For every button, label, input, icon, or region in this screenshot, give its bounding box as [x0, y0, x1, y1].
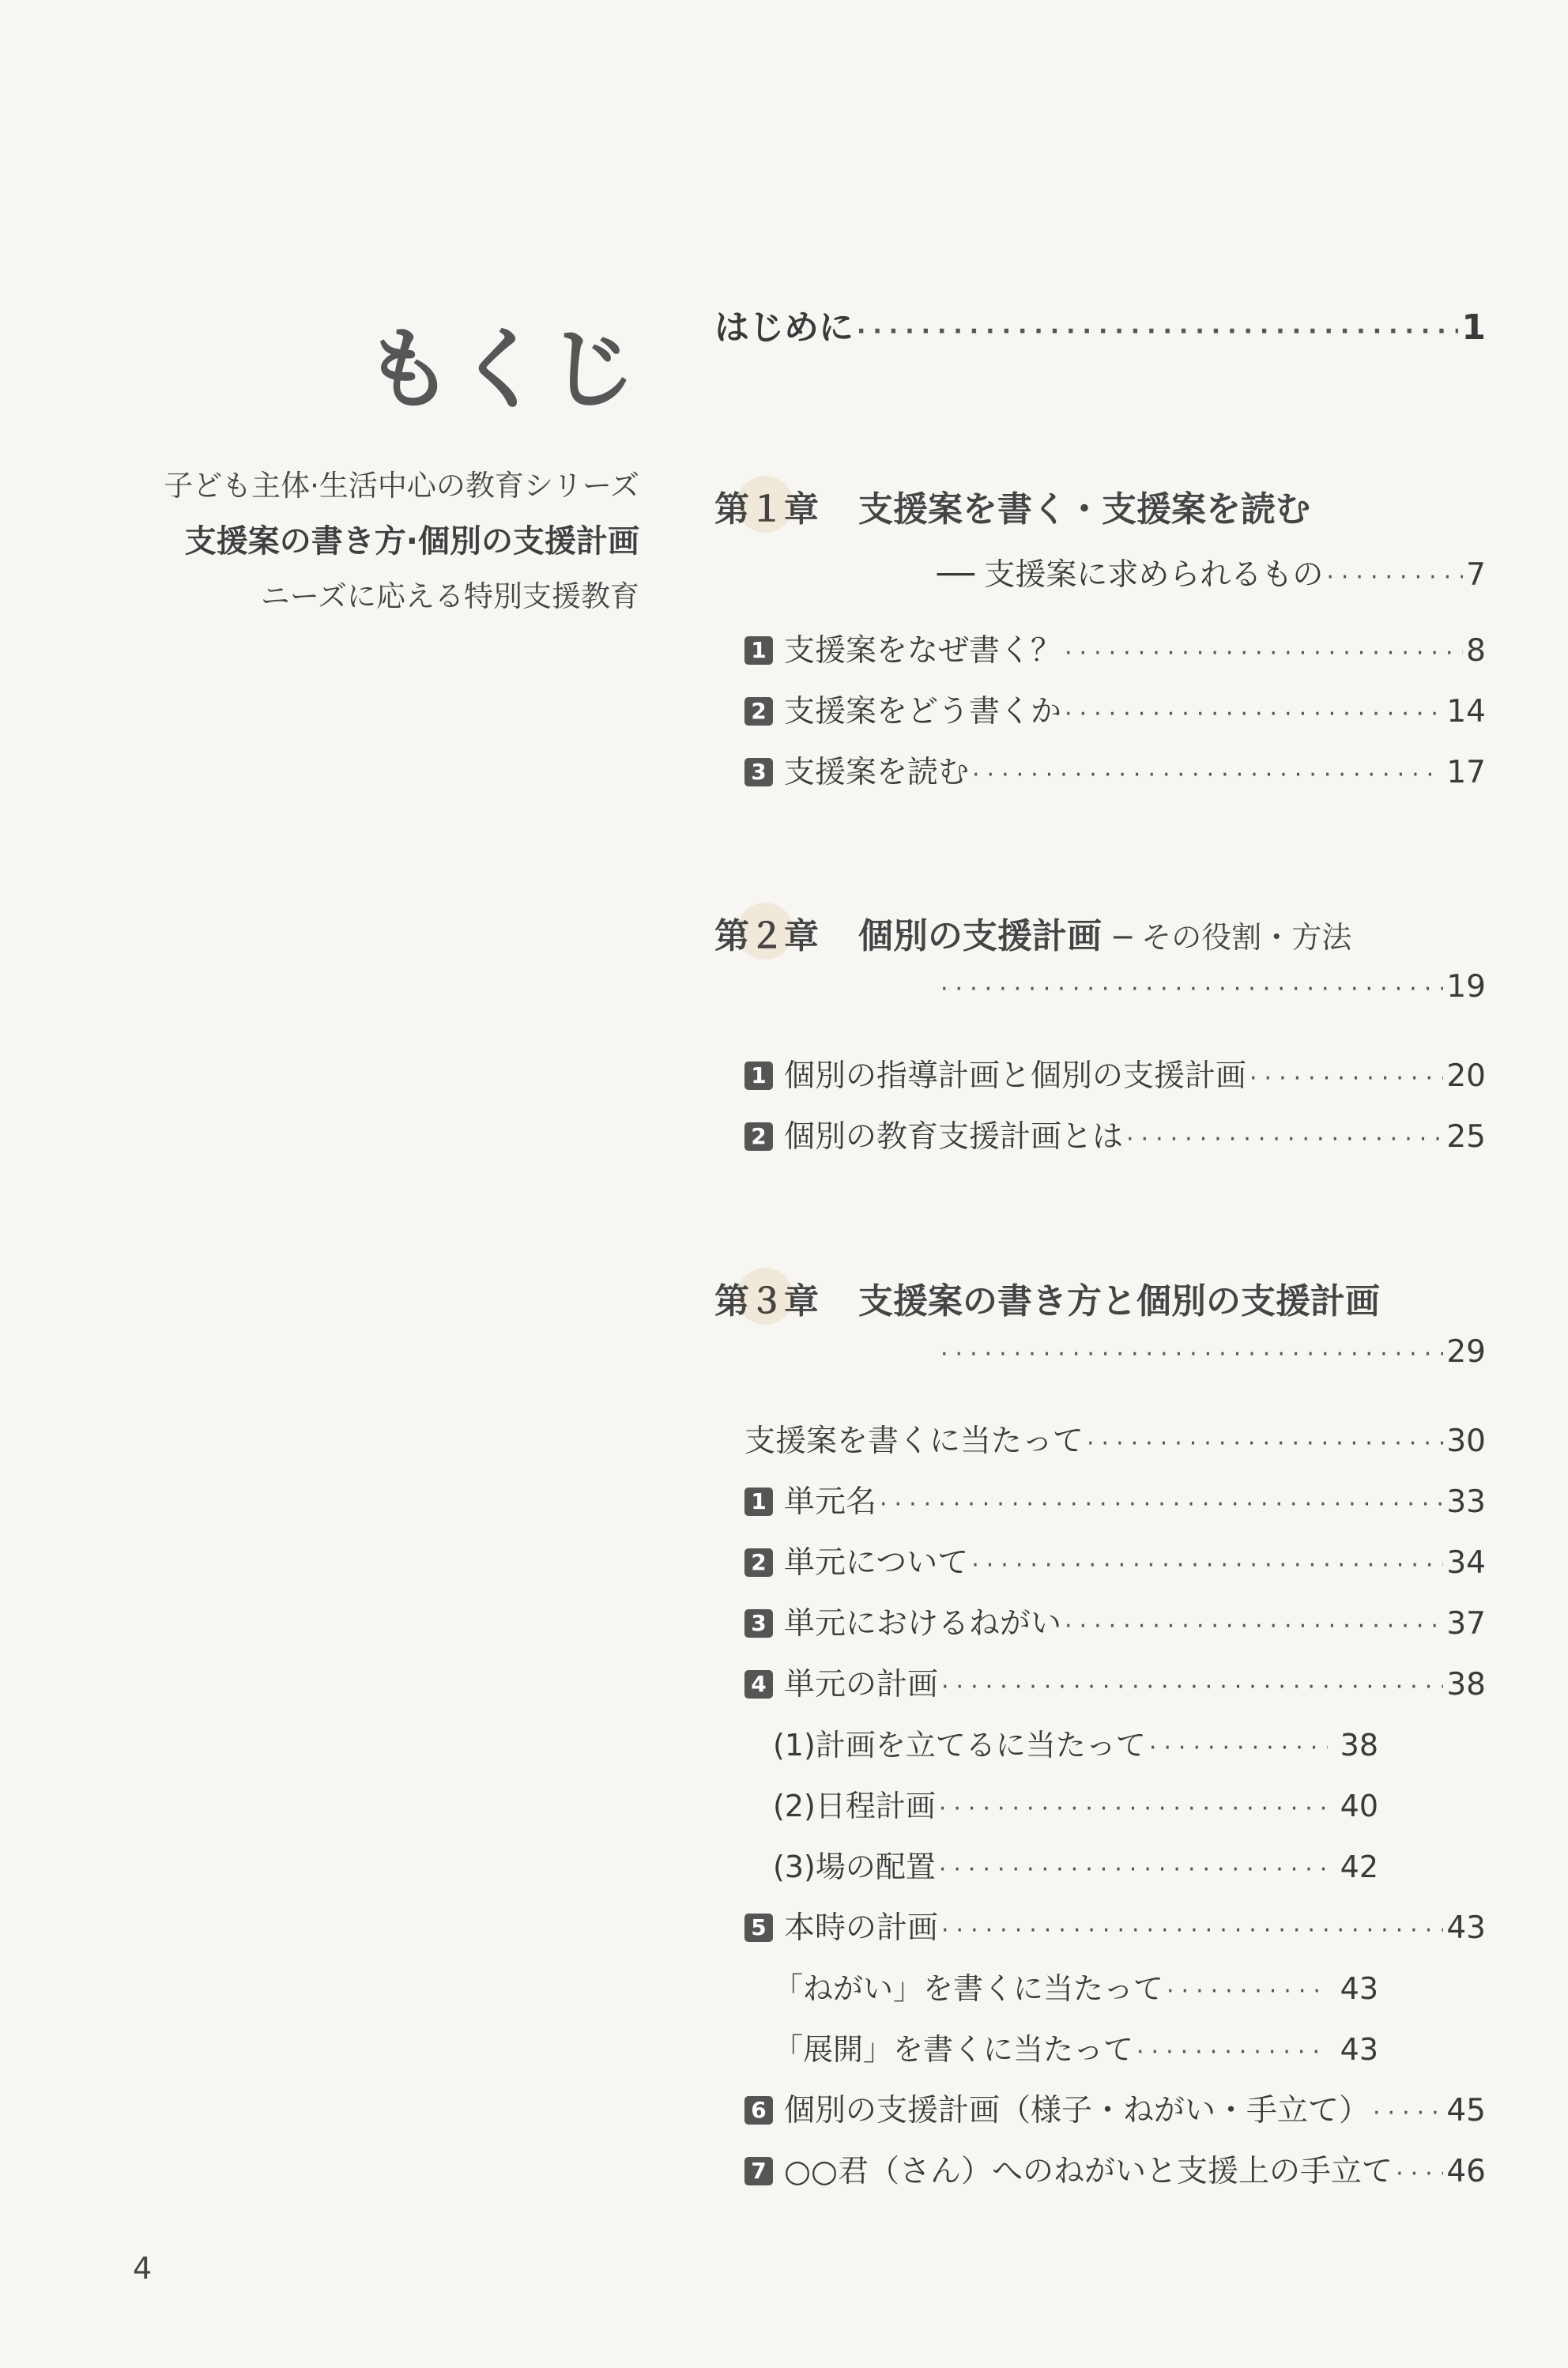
toc-entry-label: (1)計画を立てるに当たって [773, 1728, 1146, 1763]
toc-entry[interactable] [744, 1477, 1486, 1521]
toc-entry-page: 38 [1340, 1728, 1378, 1763]
toc-entry-page: 20 [1446, 1058, 1486, 1094]
leader-dots [1065, 639, 1463, 667]
toc-subentry[interactable] [773, 1721, 1378, 1764]
toc-entry[interactable] [744, 1416, 1486, 1461]
toc-entry-page: 19 [1446, 969, 1486, 1005]
series-name: 子ども主体·生活中心の教育シリーズ [164, 469, 639, 503]
chapter-number: 第１章 [714, 481, 819, 531]
leader-dots [880, 1491, 1443, 1518]
toc-entry[interactable] [744, 2147, 1486, 2191]
leader-dots [1373, 2099, 1443, 2127]
toc-entry-label: 単元の計画 [784, 1667, 939, 1702]
toc-entry-label: 単元名 [784, 1484, 877, 1520]
chapter-subtitle: ─ その役割・方法 [1114, 920, 1352, 955]
book-subtitle: ニーズに応える特別支援教育 [260, 579, 639, 613]
toc-entry-page: 43 [1340, 2032, 1378, 2067]
toc-entry-label: 「展開」を書くに当たって [773, 2032, 1134, 2067]
toc-entry[interactable] [744, 1903, 1486, 1948]
leader-dots [1065, 700, 1443, 728]
toc-entry-page: 42 [1340, 1850, 1378, 1884]
number-badge: 2 [744, 1122, 773, 1151]
toc-entry-label: 個別の支援計画（様子・ねがい・手立て） [784, 2093, 1370, 2129]
leader-dots [941, 1917, 1443, 1944]
number-badge: 1 [744, 1061, 773, 1090]
toc-entry-label: はじめに [714, 307, 854, 348]
toc-entry-page: 25 [1446, 1119, 1486, 1155]
number-badge: 7 [744, 2157, 773, 2185]
number-badge: 2 [744, 697, 773, 726]
toc-entry-page: 46 [1446, 2154, 1486, 2189]
chapter-1-heading[interactable] [714, 481, 1310, 531]
toc-entry-page: 45 [1446, 2093, 1486, 2129]
toc-entry[interactable] [744, 1660, 1486, 1704]
chapter-subtitle: ── 支援案に求められるもの [937, 557, 1324, 593]
leader-dots [971, 1552, 1443, 1579]
toc-entry-label: 支援案をなぜ書く？ [784, 633, 1062, 669]
leader-dots [1250, 1065, 1443, 1092]
toc-entry-label: 「ねがい」を書くに当たって [773, 1971, 1164, 2006]
number-badge: 5 [744, 1914, 773, 1942]
chapter-2-page-entry[interactable] [937, 969, 1486, 1005]
toc-entry-page: 43 [1446, 1910, 1486, 1946]
toc-entry[interactable] [744, 626, 1486, 670]
toc-entry-page: 8 [1466, 633, 1486, 669]
leader-dots [1065, 1612, 1443, 1640]
toc-entry-page: 33 [1446, 1484, 1486, 1520]
series-info [164, 458, 639, 624]
toc-entry-label: 単元について [784, 1545, 969, 1581]
toc-entry-label: 個別の指導計画と個別の支援計画 [784, 1058, 1247, 1094]
toc-entry-page: 40 [1340, 1789, 1378, 1823]
toc-entry-page: 30 [1446, 1423, 1486, 1459]
toc-entry[interactable] [744, 1112, 1486, 1156]
number-badge: 6 [744, 2096, 773, 2125]
leader-dots [1149, 1734, 1328, 1762]
leader-dots [1396, 2160, 1443, 2188]
toc-entry-label: 支援案をどう書くか [784, 694, 1062, 730]
toc-entry-page: 43 [1340, 1971, 1378, 2006]
chapter-1-subtitle-entry[interactable] [937, 550, 1486, 594]
toc-entry-page: 29 [1446, 1334, 1486, 1370]
toc-entry[interactable] [744, 687, 1486, 731]
leader-dots [1326, 564, 1463, 591]
toc-entry-label: (2)日程計画 [773, 1789, 936, 1823]
toc-entry-label: ○○君（さん）へのねがいと支援上の手立て [784, 2154, 1393, 2189]
page-title: もくじ [364, 319, 639, 421]
table-of-contents [714, 0, 1486, 2368]
toc-entry-label: 支援案を読む [784, 755, 970, 790]
toc-entry[interactable] [744, 748, 1486, 792]
leader-dots [1087, 1430, 1443, 1457]
leader-dots [940, 975, 1443, 1003]
leader-dots [941, 1673, 1443, 1701]
leader-dots [939, 1856, 1328, 1883]
number-badge: 3 [744, 1609, 773, 1638]
toc-entry-label: (3)場の配置 [773, 1850, 936, 1884]
toc-entry-label: 支援案を書くに当たって [744, 1423, 1084, 1459]
leader-dots [940, 1340, 1443, 1368]
chapter-title: 個別の支援計画 [858, 916, 1102, 956]
toc-entry-page: 37 [1446, 1606, 1486, 1642]
number-badge: 3 [744, 758, 773, 786]
book-title: 支援案の書き方·個別の支援計画 [184, 523, 639, 560]
number-badge: 1 [744, 636, 773, 665]
leader-dots [1167, 1978, 1328, 2005]
toc-entry[interactable] [744, 1051, 1486, 1095]
toc-entry-label: 本時の計画 [784, 1910, 939, 1946]
toc-entry-label: 単元におけるねがい [784, 1606, 1062, 1642]
chapter-title: 支援案を書く・支援案を読む [858, 489, 1310, 530]
chapter-2-heading[interactable] [714, 907, 1351, 958]
toc-entry-intro[interactable] [714, 299, 1486, 349]
leader-dots [939, 1795, 1328, 1823]
toc-entry-page: 17 [1446, 755, 1486, 790]
toc-subentry[interactable] [773, 1842, 1378, 1886]
toc-subentry[interactable] [773, 2025, 1378, 2068]
number-badge: 4 [744, 1670, 773, 1699]
leader-dots [857, 318, 1458, 345]
toc-entry-page: 1 [1461, 307, 1486, 348]
toc-entry-page: 38 [1446, 1667, 1486, 1702]
chapter-3-heading[interactable] [714, 1273, 1380, 1323]
chapter-title: 支援案の書き方と個別の支援計画 [858, 1281, 1380, 1322]
toc-entry[interactable] [744, 2086, 1486, 2130]
chapter-number: 第２章 [714, 907, 819, 958]
toc-entry-page: 14 [1446, 694, 1486, 730]
toc-entry[interactable] [744, 1599, 1486, 1643]
chapter-number: 第３章 [714, 1273, 819, 1323]
chapter-3-page-entry[interactable] [937, 1334, 1486, 1370]
leader-dots [1126, 1126, 1443, 1153]
toc-subentry[interactable] [773, 1782, 1378, 1825]
toc-subentry[interactable] [773, 1964, 1378, 2008]
number-badge: 1 [744, 1488, 773, 1516]
leader-dots [1136, 2038, 1328, 2066]
toc-entry-page: 34 [1446, 1545, 1486, 1581]
toc-entry-page: 7 [1466, 557, 1486, 593]
toc-entry[interactable] [744, 1538, 1486, 1582]
toc-entry-label: 個別の教育支援計画とは [784, 1119, 1124, 1155]
number-badge: 2 [744, 1548, 773, 1577]
leader-dots [972, 761, 1443, 789]
page-number: 4 [133, 2251, 153, 2286]
